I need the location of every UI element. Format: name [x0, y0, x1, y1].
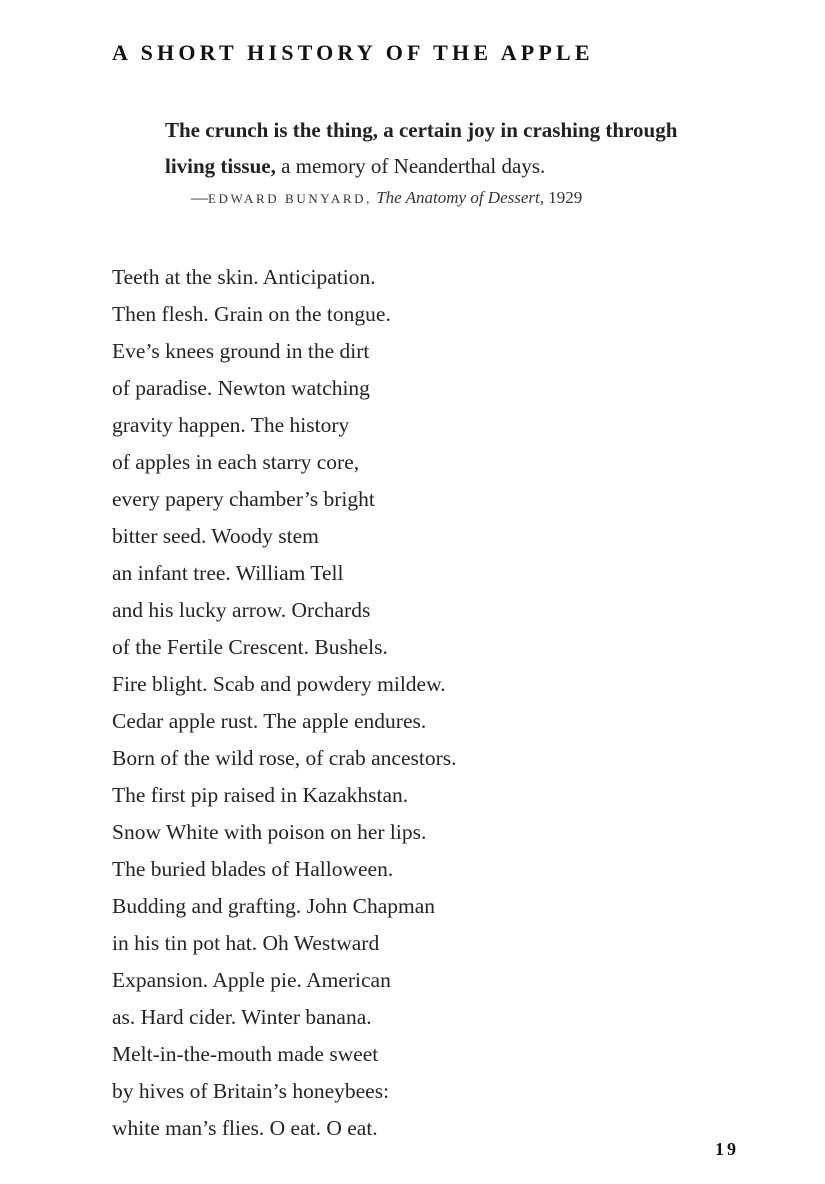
poem-line: Melt-in-the-mouth made sweet: [112, 1042, 379, 1066]
poem-line: Expansion. Apple pie. American: [112, 968, 391, 992]
attribution-work: The Anatomy of Dessert,: [376, 188, 544, 207]
poem-line: white man’s flies. O eat. O eat.: [112, 1116, 378, 1140]
poem-body: [112, 259, 457, 1147]
poem-line: every papery chamber’s bright: [112, 487, 375, 511]
poem-line: The first pip raised in Kazakhstan.: [112, 783, 409, 807]
poem-line: Eve’s knees ground in the dirt: [112, 339, 370, 363]
poem-line: Teeth at the skin. Anticipation.: [112, 265, 376, 289]
poem-line: of the Fertile Crescent. Bushels.: [112, 635, 388, 659]
epigraph-quote: [165, 112, 765, 184]
poem-line: bitter seed. Woody stem: [112, 524, 319, 548]
poem-line: Budding and grafting. John Chapman: [112, 894, 436, 918]
attribution-author: EDWARD BUNYARD,: [208, 191, 372, 206]
poem-line: of apples in each starry core,: [112, 450, 360, 474]
poem-line: Snow White with poison on her lips.: [112, 820, 427, 844]
poem-line: of paradise. Newton watching: [112, 376, 370, 400]
poem-line: as. Hard cider. Winter banana.: [112, 1005, 372, 1029]
epigraph-attribution: [191, 188, 765, 208]
poem-line: by hives of Britain’s honeybees:: [112, 1079, 390, 1103]
page-number: 19: [715, 1139, 739, 1159]
poem-line: Fire blight. Scab and powdery mildew.: [112, 672, 446, 696]
poem-line: Then flesh. Grain on the tongue.: [112, 302, 391, 326]
poem-line: and his lucky arrow. Orchards: [112, 598, 371, 622]
poem-line: gravity happen. The history: [112, 413, 350, 437]
attribution-year: 1929: [548, 188, 583, 207]
epigraph-line-1: The crunch is the thing, a certain joy in crashing through: [165, 118, 678, 142]
epigraph-line-2-rest: a memory of Neanderthal days.: [275, 154, 546, 178]
attribution-dash: —: [191, 188, 208, 207]
poem-line: an infant tree. William Tell: [112, 561, 344, 585]
epigraph-line-2-emphasis: living tissue,: [165, 154, 276, 178]
epigraph: [165, 112, 765, 208]
poem-line: Born of the wild rose, of crab ancestors.: [112, 746, 457, 770]
poem-line: in his tin pot hat. Oh Westward: [112, 931, 380, 955]
poem-line: Cedar apple rust. The apple endures.: [112, 709, 427, 733]
poem-line: The buried blades of Halloween.: [112, 857, 394, 881]
poem-title: A SHORT HISTORY OF THE APPLE: [112, 40, 594, 65]
